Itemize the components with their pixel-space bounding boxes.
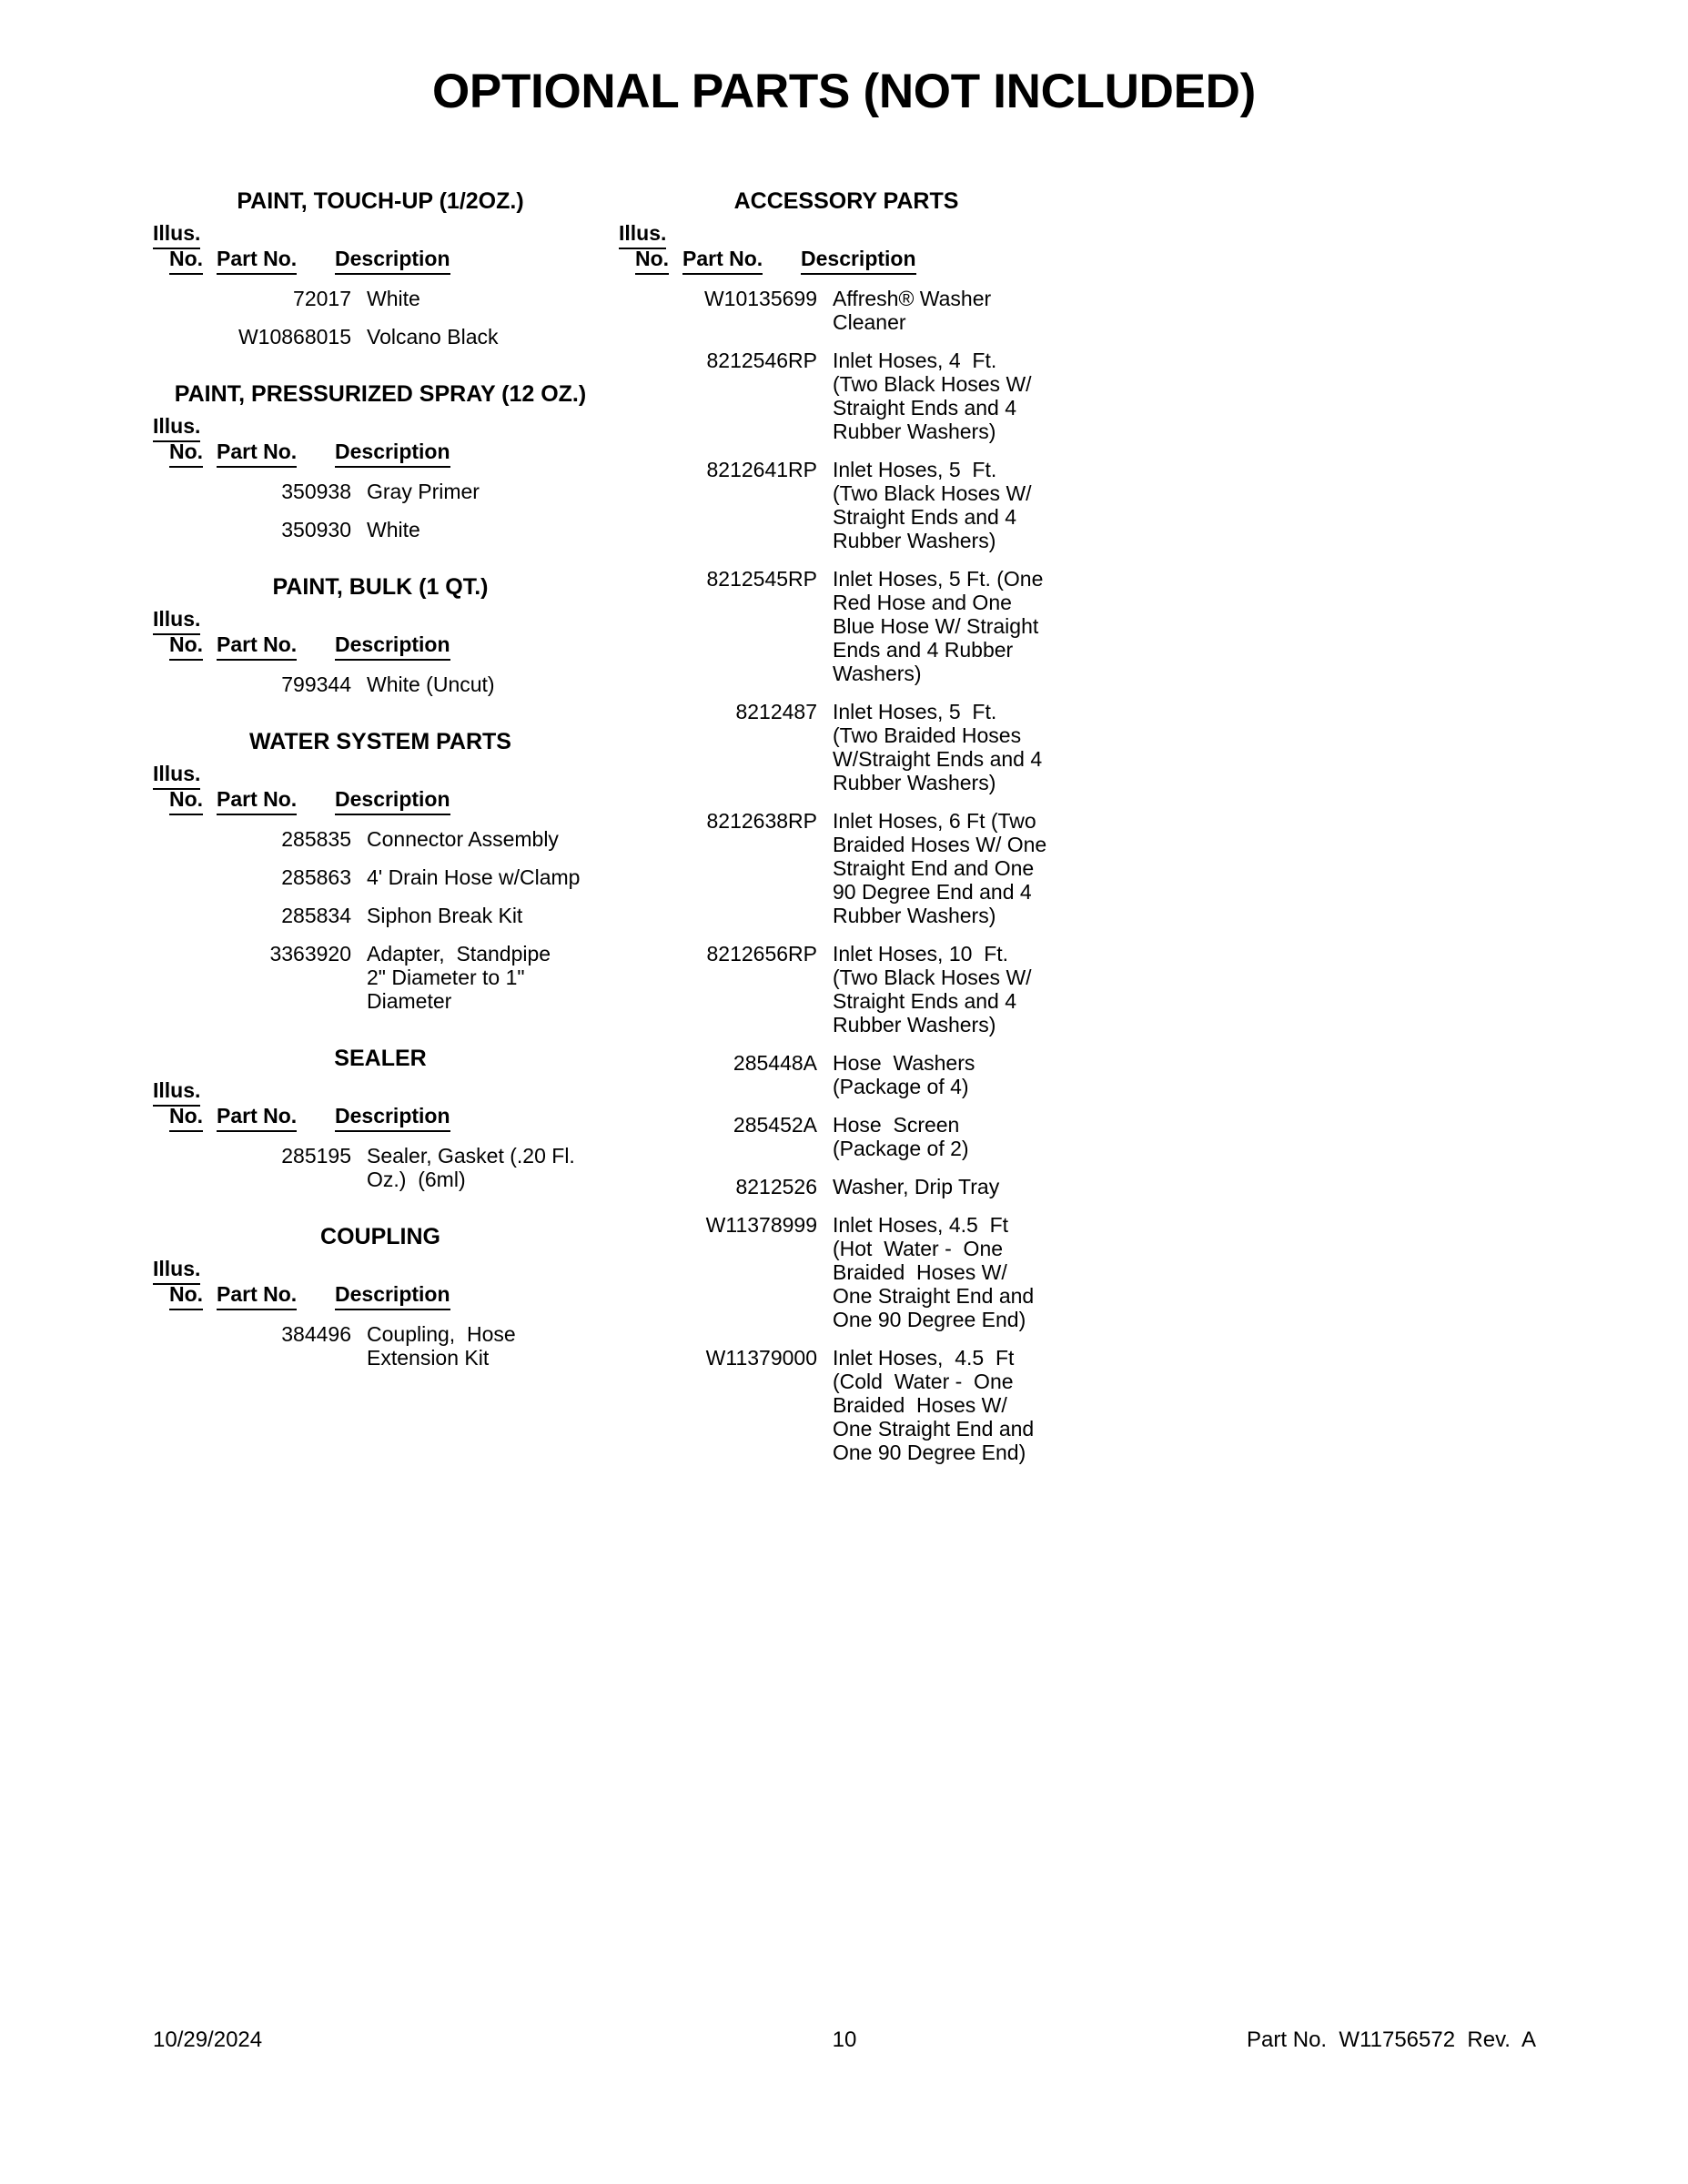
description-line: Connector Assembly	[367, 827, 559, 851]
table-header-row	[619, 221, 1074, 278]
description-line: Sealer, Gasket (.20 Fl.	[367, 1144, 575, 1168]
part-number-cell: 285195	[281, 1144, 351, 1168]
description-line: Siphon Break Kit	[367, 904, 523, 927]
description-line: Braided Hoses W/ One	[833, 833, 1047, 856]
column-header-part-no: Part No.	[217, 440, 297, 468]
description-line: One 90 Degree End)	[833, 1308, 1026, 1331]
column-header-description: Description	[335, 787, 450, 815]
table-row	[619, 567, 1074, 685]
description-cell	[367, 942, 612, 1013]
description-cell	[367, 904, 612, 927]
table-row	[153, 480, 608, 503]
table-row	[619, 349, 1074, 443]
table-header-row	[153, 1078, 608, 1135]
description-line: Inlet Hoses, 4.5 Ft	[833, 1346, 1015, 1370]
description-line: Blue Hose W/ Straight	[833, 614, 1039, 638]
description-line: Straight Ends and 4	[833, 396, 1017, 420]
column-header-part-no: Part No.	[217, 247, 297, 275]
column-header-illus: Illus.	[153, 1257, 200, 1285]
description-line: W/Straight Ends and 4	[833, 747, 1043, 771]
column-header-no: No.	[169, 440, 203, 468]
column-header-description: Description	[801, 247, 916, 275]
parts-rows	[153, 1322, 608, 1370]
description-cell	[833, 349, 1078, 443]
column-header-illus: Illus.	[153, 607, 200, 635]
table-row	[619, 287, 1074, 334]
description-line: Inlet Hoses, 5 Ft.	[833, 458, 997, 481]
parts-section	[153, 1222, 608, 1370]
description-line: Inlet Hoses, 10 Ft.	[833, 942, 1009, 966]
table-row	[619, 942, 1074, 1036]
column-header-description: Description	[335, 247, 450, 275]
description-line: Washer, Drip Tray	[833, 1175, 1000, 1198]
parts-section	[619, 187, 1074, 1464]
column-header-illus: Illus.	[153, 414, 200, 442]
description-line: One 90 Degree End)	[833, 1441, 1026, 1464]
column-header-part-no: Part No.	[682, 247, 763, 275]
description-line: (Package of 4)	[833, 1075, 969, 1098]
description-line: Inlet Hoses, 5 Ft.	[833, 700, 997, 723]
parts-rows	[153, 480, 608, 541]
description-line: Washers)	[833, 662, 922, 685]
description-cell	[833, 700, 1078, 794]
column-header-illus: Illus.	[153, 221, 200, 249]
description-cell	[367, 1144, 612, 1191]
description-cell	[833, 1346, 1078, 1464]
parts-section	[153, 727, 608, 1013]
table-row	[619, 809, 1074, 927]
description-cell	[367, 1322, 612, 1370]
description-cell	[833, 458, 1078, 552]
parts-section	[153, 379, 608, 541]
description-line: Inlet Hoses, 5 Ft. (One	[833, 567, 1044, 591]
description-line: Inlet Hoses, 6 Ft (Two	[833, 809, 1036, 833]
column-header-description: Description	[335, 632, 450, 661]
description-line: Straight Ends and 4	[833, 505, 1017, 529]
description-cell	[833, 287, 1078, 334]
description-line: Diameter	[367, 989, 452, 1013]
description-line: Oz.) (6ml)	[367, 1168, 466, 1191]
description-line: (Two Black Hoses W/	[833, 966, 1032, 989]
description-line: Adapter, Standpipe	[367, 942, 551, 966]
description-line: (Package of 2)	[833, 1137, 969, 1160]
part-number-cell: W11378999	[705, 1213, 817, 1237]
table-row	[619, 700, 1074, 794]
column-header-part-no: Part No.	[217, 632, 297, 661]
description-line: Straight End and One	[833, 856, 1035, 880]
part-number-cell: 8212641RP	[706, 458, 817, 481]
parts-rows	[153, 672, 608, 696]
table-row	[619, 1213, 1074, 1331]
parts-columns	[0, 187, 1688, 1916]
part-number-cell: 8212638RP	[706, 809, 817, 833]
table-row	[153, 1144, 608, 1191]
column-header-illus: Illus.	[153, 1078, 200, 1107]
description-cell	[367, 325, 612, 349]
part-number-cell: 285863	[281, 865, 351, 889]
description-cell	[367, 480, 612, 503]
section-title: ACCESSORY PARTS	[733, 188, 959, 214]
part-number-cell: 350938	[281, 480, 351, 503]
description-line: Volcano Black	[367, 325, 499, 349]
part-number-cell: W11379000	[705, 1346, 817, 1370]
left-column	[153, 187, 608, 1384]
description-line: Braided Hoses W/	[833, 1260, 1007, 1284]
parts-rows	[619, 287, 1074, 1464]
table-row	[619, 1113, 1074, 1160]
description-line: Gray Primer	[367, 480, 480, 503]
section-title: WATER SYSTEM PARTS	[249, 729, 511, 754]
part-number-cell: 384496	[281, 1322, 351, 1346]
description-cell	[833, 1051, 1078, 1098]
column-header-description: Description	[335, 1104, 450, 1132]
description-cell	[833, 942, 1078, 1036]
description-line: 2" Diameter to 1"	[367, 966, 525, 989]
description-line: Rubber Washers)	[833, 529, 996, 552]
parts-section	[153, 1044, 608, 1191]
parts-rows	[153, 1144, 608, 1191]
table-header-row	[153, 1257, 608, 1313]
column-header-no: No.	[169, 787, 203, 815]
description-cell	[833, 1175, 1078, 1198]
description-line: Ends and 4 Rubber	[833, 638, 1014, 662]
parts-rows	[153, 287, 608, 349]
description-line: Hose Screen	[833, 1113, 960, 1137]
description-line: White	[367, 518, 420, 541]
description-line: One Straight End and	[833, 1284, 1035, 1308]
description-cell	[367, 518, 612, 541]
footer-part-reference: Part No. W11756572 Rev. A	[1247, 2027, 1536, 2052]
table-header-row	[153, 414, 608, 470]
table-row	[153, 325, 608, 349]
description-cell	[833, 809, 1078, 927]
description-line: Inlet Hoses, 4 Ft.	[833, 349, 997, 372]
part-number-cell: 72017	[293, 287, 351, 310]
table-row	[153, 827, 608, 851]
description-line: Braided Hoses W/	[833, 1393, 1007, 1417]
description-line: Hose Washers	[833, 1051, 975, 1075]
section-title: COUPLING	[320, 1224, 440, 1249]
column-header-no: No.	[169, 1104, 203, 1132]
column-header-illus: Illus.	[153, 762, 200, 790]
column-header-description: Description	[335, 1282, 450, 1310]
description-line: (Hot Water - One	[833, 1237, 1004, 1260]
description-line: Extension Kit	[367, 1346, 490, 1370]
part-number-cell: 799344	[281, 672, 351, 696]
page-title: OPTIONAL PARTS (NOT INCLUDED)	[431, 65, 1257, 118]
footer-date: 10/29/2024	[153, 2027, 263, 2052]
description-cell	[367, 672, 612, 696]
table-row	[153, 518, 608, 541]
section-title: SEALER	[334, 1046, 427, 1071]
table-row	[153, 942, 608, 1013]
part-number-cell: 285834	[281, 904, 351, 927]
footer-page-number: 10	[832, 2027, 857, 2052]
table-row	[619, 1051, 1074, 1098]
section-title: PAINT, BULK (1 QT.)	[272, 574, 489, 600]
description-cell	[833, 1213, 1078, 1331]
description-line: 4' Drain Hose w/Clamp	[367, 865, 581, 889]
table-row	[153, 865, 608, 889]
description-cell	[833, 1113, 1078, 1160]
column-header-description: Description	[335, 440, 450, 468]
description-line: (Two Black Hoses W/	[833, 481, 1032, 505]
section-title: PAINT, PRESSURIZED SPRAY (12 OZ.)	[174, 381, 587, 407]
table-row	[619, 458, 1074, 552]
table-row	[153, 672, 608, 696]
part-number-cell: 350930	[281, 518, 351, 541]
description-line: Cleaner	[833, 310, 906, 334]
part-number-cell: 8212656RP	[706, 942, 817, 966]
part-number-cell: 8212526	[735, 1175, 817, 1198]
table-row	[619, 1175, 1074, 1198]
table-header-row	[153, 607, 608, 663]
description-line: (Two Braided Hoses	[833, 723, 1022, 747]
part-number-cell: 8212546RP	[706, 349, 817, 372]
description-line: White (Uncut)	[367, 672, 495, 696]
part-number-cell: 285448A	[733, 1051, 817, 1075]
description-cell	[367, 287, 612, 310]
table-row	[153, 904, 608, 927]
column-header-no: No.	[169, 247, 203, 275]
table-header-row	[153, 221, 608, 278]
column-header-no: No.	[169, 1282, 203, 1310]
description-line: Inlet Hoses, 4.5 Ft	[833, 1213, 1009, 1237]
part-number-cell: W10868015	[238, 325, 351, 349]
column-header-part-no: Part No.	[217, 1282, 297, 1310]
table-row	[619, 1346, 1074, 1464]
column-header-part-no: Part No.	[217, 1104, 297, 1132]
description-line: (Cold Water - One	[833, 1370, 1014, 1393]
description-line: Rubber Washers)	[833, 1013, 996, 1036]
column-header-no: No.	[635, 247, 669, 275]
part-number-cell: 285835	[281, 827, 351, 851]
parts-section	[153, 187, 608, 349]
part-number-cell: 8212545RP	[706, 567, 817, 591]
description-line: Red Hose and One	[833, 591, 1012, 614]
column-header-illus: Illus.	[619, 221, 666, 249]
part-number-cell: 3363920	[269, 942, 351, 966]
table-header-row	[153, 762, 608, 818]
description-line: Rubber Washers)	[833, 904, 996, 927]
description-line: One Straight End and	[833, 1417, 1035, 1441]
description-line: Affresh® Washer	[833, 287, 992, 310]
description-line: Rubber Washers)	[833, 771, 996, 794]
parts-rows	[153, 827, 608, 1013]
table-row	[153, 287, 608, 310]
description-line: Straight Ends and 4	[833, 989, 1017, 1013]
part-number-cell: W10135699	[703, 287, 817, 310]
section-title: PAINT, TOUCH-UP (1/2OZ.)	[237, 188, 524, 214]
description-cell	[833, 567, 1078, 685]
parts-section	[153, 572, 608, 696]
description-line: White	[367, 287, 420, 310]
column-header-part-no: Part No.	[217, 787, 297, 815]
column-header-no: No.	[169, 632, 203, 661]
description-line: 90 Degree End and 4	[833, 880, 1032, 904]
description-line: (Two Black Hoses W/	[833, 372, 1032, 396]
description-cell	[367, 865, 612, 889]
description-line: Rubber Washers)	[833, 420, 996, 443]
table-row	[153, 1322, 608, 1370]
right-column	[619, 187, 1074, 1479]
page-footer	[153, 2027, 1536, 2055]
description-line: Coupling, Hose	[367, 1322, 516, 1346]
part-number-cell: 8212487	[735, 700, 817, 723]
description-cell	[367, 827, 612, 851]
part-number-cell: 285452A	[733, 1113, 817, 1137]
